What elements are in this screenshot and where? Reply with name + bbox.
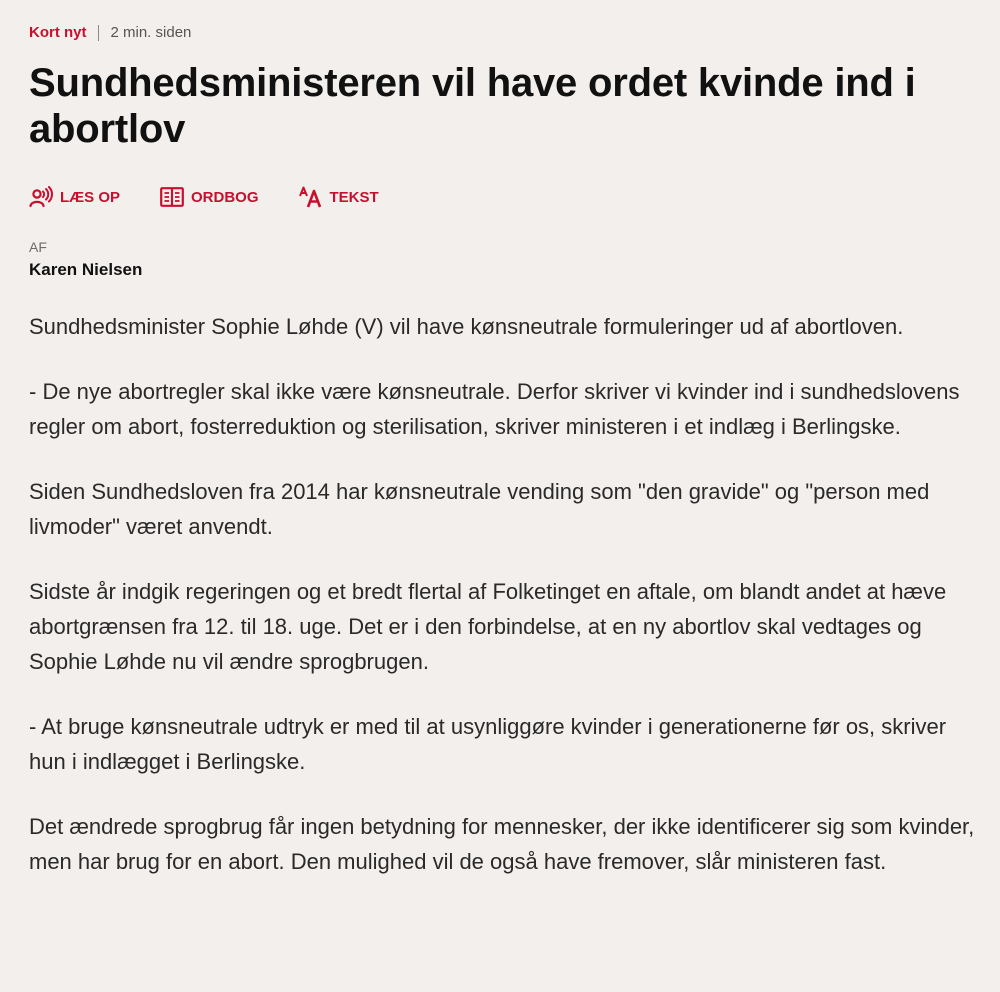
publish-time: 2 min. siden [110,24,192,41]
author-name[interactable]: Karen Nielsen [29,260,143,279]
kicker-label[interactable]: Kort nyt [29,24,87,41]
article-body [29,309,979,909]
headline: Sundhedsministeren vil have ordet kvinde ind i abortlov [29,61,916,151]
meta-divider [98,25,99,41]
article-meta [29,24,191,41]
dictionary-icon [160,187,184,207]
text-size-label: TEKST [329,188,379,206]
read-aloud-label: LÆS OP [60,188,121,206]
body-paragraph: Det ændrede sprogbrug får ingen betydning for mennesker, der ikke identificerer sig som kvinder, men har brug for en abort. Den mulighed vil de også have fremover, slår ministeren fast. [29,814,975,874]
body-paragraph: - De nye abortregler skal ikke være kønsneutrale. Derfor skriver vi kvinder ind i sundhedslovens regler om abort, fosterreduktion og sterilisation, skriver ministeren i et indlæg i Berlingske. [29,379,960,439]
text-size-icon [299,186,323,208]
byline-prefix: AF [29,239,47,255]
read-aloud-button[interactable] [29,186,120,208]
body-paragraph: Sundhedsminister Sophie Løhde (V) vil have kønsneutrale formuleringer ud af abortloven. [29,314,904,339]
dictionary-button[interactable] [160,187,259,207]
body-paragraph: - At bruge kønsneutrale udtryk er med til at usynliggøre kvinder i generationerne før os, skriver hun i indlægget i Berlingske. [29,714,947,774]
dictionary-label: ORDBOG [191,188,259,206]
read-aloud-icon [29,186,53,208]
byline [29,238,142,281]
body-paragraph: Siden Sundhedsloven fra 2014 har kønsneutrale vending som "den gravide" og "person med livmoder" været anvendt. [29,479,930,539]
body-paragraph: Sidste år indgik regeringen og et bredt flertal af Folketinget en aftale, om blandt andet at hæve abortgrænsen fra 12. til 18. uge. Det er i den forbindelse, at en ny abortlov skal vedtages og Sophie Løhde nu vil ændre sprogbrugen. [29,579,947,674]
article-tools [29,186,419,208]
text-size-button[interactable] [299,186,379,208]
